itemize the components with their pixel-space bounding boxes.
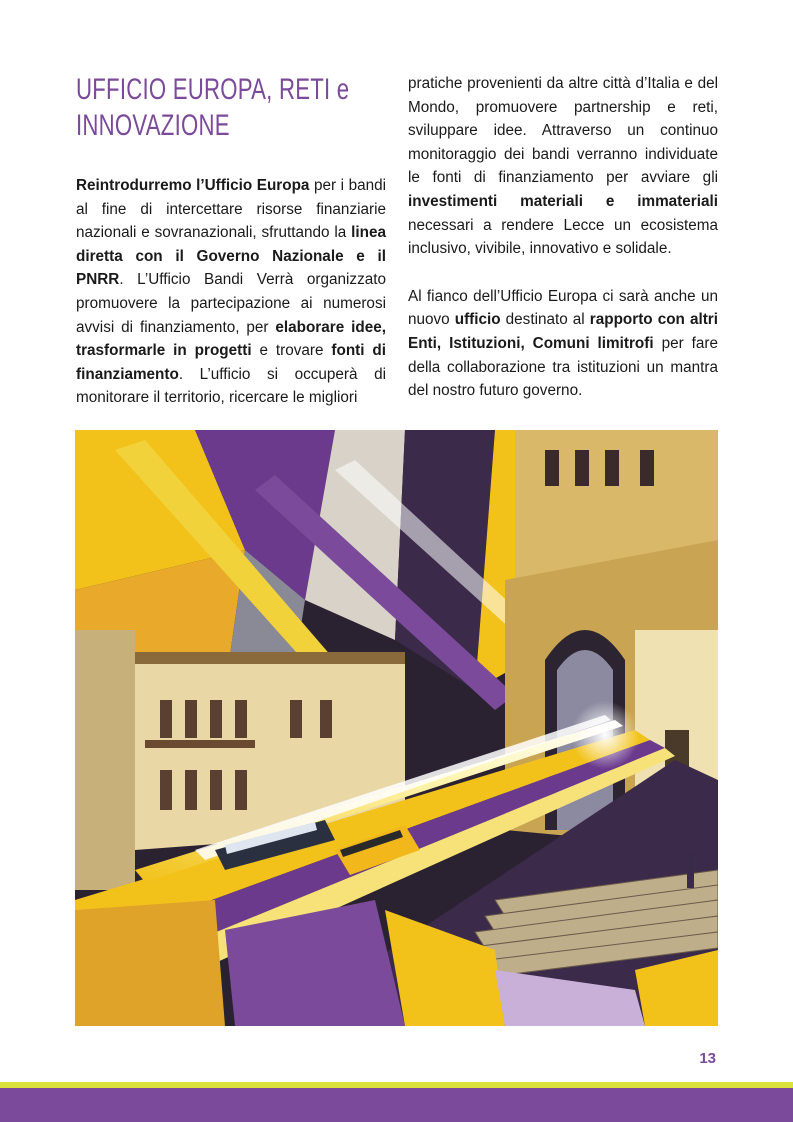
text-run: per fare della collaborazione tra istituzioni un mantra del nostro futuro governo. bbox=[408, 334, 718, 400]
paragraph-rapporto-enti bbox=[408, 285, 718, 403]
text-run: destinato al bbox=[500, 311, 590, 329]
text-run: per i bandi al fine di intercettare risorse finanziarie nazionali e sovranazionali, sfruttando la bbox=[76, 177, 387, 242]
page-number: 13 bbox=[699, 1050, 716, 1067]
bold-text-run: elaborare idee, trasformarle in progetti bbox=[76, 318, 386, 360]
title-line-1: UFFICIO EUROPA, RETI e bbox=[76, 73, 350, 106]
paragraph-ufficio-europa bbox=[76, 174, 386, 410]
cityscape-illustration bbox=[75, 430, 718, 1026]
bold-text-run: Reintrodurremo l’Ufficio Europa bbox=[76, 177, 310, 194]
bold-text-run: rapporto con altri Enti, Istituzioni, Comuni limitrofi bbox=[408, 311, 718, 352]
bold-text-run: linea diretta con il Governo Nazionale e il PNRR bbox=[76, 224, 386, 289]
page-title bbox=[76, 72, 387, 144]
footer-purple-band bbox=[0, 1088, 793, 1122]
right-column bbox=[408, 72, 718, 403]
text-run: pratiche provenienti da altre città d’Italia e del Mondo, promuovere partnership e reti, sviluppare idee. Attraverso un continuo monitoraggio dei bandi verranno individuate le fonti di finanziamento per avviare gli bbox=[408, 75, 718, 187]
bold-text-run: fonti di finanziamento bbox=[76, 342, 386, 383]
text-run: . L’Ufficio Bandi Verrà organizzato promuovere la partecipazione ai numerosi avvisi di finanziamento, per bbox=[76, 271, 386, 336]
paragraph-pratiche bbox=[408, 72, 718, 261]
bold-text-run: investimenti materiali e immateriali bbox=[408, 192, 718, 210]
text-run: e trovare bbox=[251, 342, 332, 360]
title-line-2: INNOVAZIONE bbox=[76, 109, 230, 142]
left-column bbox=[76, 72, 386, 410]
text-run: Al fianco dell’Ufficio Europa ci sarà anche un nuovo bbox=[408, 287, 718, 329]
cityscape-illustration-svg bbox=[75, 430, 718, 1026]
text-run: . L’ufficio si occuperà di monitorare il territorio, ricercare le migliori bbox=[76, 365, 386, 407]
text-run: necessari a rendere Lecce un ecosistema inclusivo, vivibile, innovativo e solidale. bbox=[408, 216, 718, 258]
bold-text-run: ufficio bbox=[454, 311, 501, 329]
